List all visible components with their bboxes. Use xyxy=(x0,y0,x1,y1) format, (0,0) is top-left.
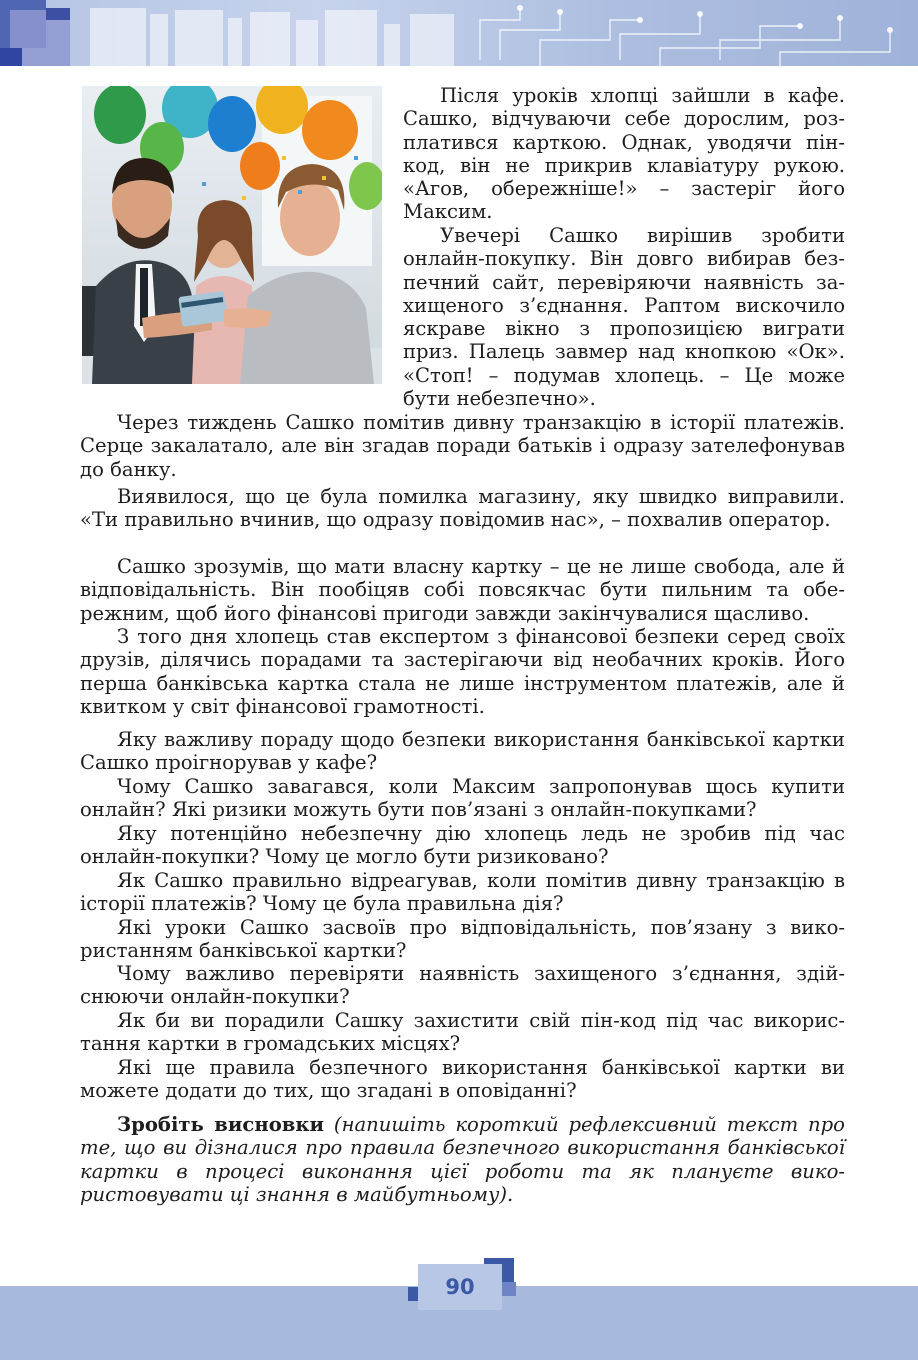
page-number: 90 xyxy=(418,1264,502,1310)
question-item: Яку потенційно небезпечну дію хлопець ледь не зробив під час онлайн-покупки? Чому це могло бути ризиковано? xyxy=(80,822,845,869)
story-paragraph: Після уроків хлопці зайшли в кафе. Сашко, відчуваючи себе дорослим, розплатився карткою. Однак, уводячи пінкод, він не прикрив клавіатуру рукою. «Агов, обережніше!» – застеріг його Максим. xyxy=(403,84,845,224)
story-paragraph: З того дня хлопець став експертом з фінансової безпеки серед своїх друзів, ділячись порадами та застерігаючи від необачних кроків. Його перша банківська картка стала не лише інструментом платежів, але й квитком у світ фінансової грамотності. xyxy=(80,625,845,718)
story-paragraph: Увечері Сашко вирішив зробити онлайн-покупку. Він довго вибирав безпечний сайт, перевіряючи наявність захищеного з’єднання. Раптом вискочило яскраве вікно з пропозицією виграти приз. Палець завмер над кнопкою «Ок». «Стоп! – подумав хлопець. – Це може бути небезпечно». xyxy=(403,224,845,411)
question-item: Які уроки Сашко засвоїв про відповідальність, пов’язану з використанням банківської картки? xyxy=(80,916,845,963)
header-banner xyxy=(0,0,918,66)
question-item: Як би ви порадили Сашку захистити свій пін-код під час використання картки в громадських місцях? xyxy=(80,1009,845,1056)
question-item: Чому Сашко завагався, коли Максим запропонував щось купити онлайн? Які ризики можуть бути пов’язані з онлайн-покупками? xyxy=(80,775,845,822)
story-paragraph: Сашко зрозумів, що мати власну картку – це не лише свобода, але й відповідальність. Він пообіцяв собі повсякчас бути пильним та обережним, щоб його фінансові пригоди завжди закінчувалися щасливо. xyxy=(80,555,845,625)
circuit-pattern-decoration xyxy=(0,0,918,66)
question-item: Чому важливо перевіряти наявність захищеного з’єднання, здійснюючи онлайн-покупки? xyxy=(80,962,845,1009)
question-item: Як Сашко правильно відреагував, коли помітив дивну транзакцію в історії платежів? Чому це була правильна дія? xyxy=(80,869,845,916)
conclusion-task xyxy=(80,1113,845,1206)
people-with-bank-card-photo xyxy=(82,86,382,384)
conclusion-instructions: (напишіть короткий рефлексивний текст про те, що ви дізналися про правила безпечного використання банківської картки в процесі виконання цієї роботи та як плануєте використовувати ці знання в майбутньому). xyxy=(80,1113,845,1206)
question-item: Яку важливу пораду щодо безпеки використання банківської картки Сашко проігнорував у кафе? xyxy=(80,728,845,775)
question-item: Які ще правила безпечного використання банківської картки ви можете додати до тих, що згадані в оповіданні? xyxy=(80,1056,845,1103)
story-paragraph: Виявилося, що це була помилка магазину, яку швидко виправили. «Ти правильно вчинив, що одразу повідомив нас», – похвалив оператор. xyxy=(80,485,845,532)
conclusion-heading: Зробіть висновки xyxy=(117,1113,325,1136)
footer-decoration xyxy=(500,1282,516,1296)
story-paragraph: Через тиждень Сашко помітив дивну транзакцію в історії платежів. Серце закалатало, але він згадав поради батьків і одразу зателефонував до банку. xyxy=(80,411,845,481)
